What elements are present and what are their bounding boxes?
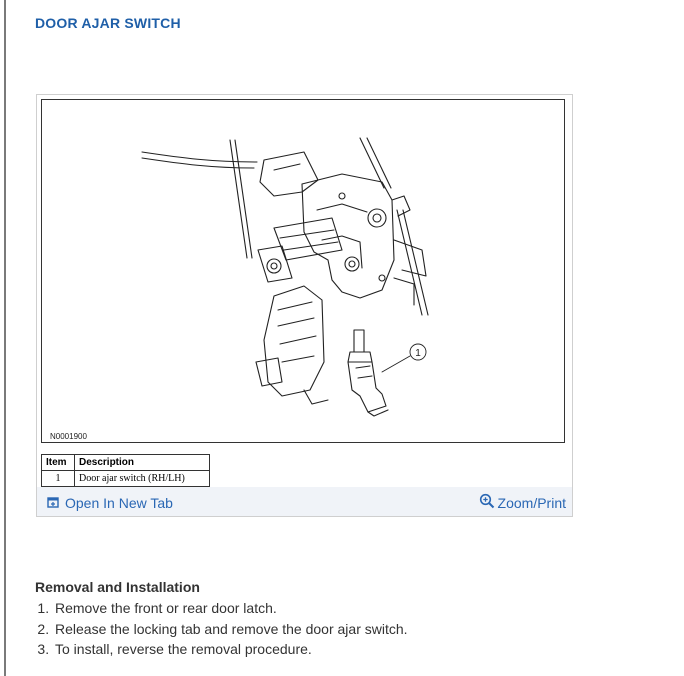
door-latch-drawing [42,100,564,442]
figure-card [36,94,573,517]
table-row [42,471,210,487]
procedure-steps [35,598,408,660]
legend-table [41,454,210,487]
page-title: DOOR AJAR SWITCH [35,15,181,31]
list-item: 2. Release the locking tab and remove the door ajar switch. [53,619,408,640]
zoom-print-label: Zoom/Print [497,494,566,511]
legend-item-number: 1 [42,471,75,487]
zoom-print-link[interactable] [479,493,566,512]
legend-header-item: Item [42,455,75,471]
figure-id: N0001900 [50,432,87,441]
figure-actions-bar [37,487,572,516]
legend-header-description: Description [75,455,210,471]
legend-item-description: Door ajar switch (RH/LH) [75,471,210,487]
left-border [4,0,6,676]
list-item: 3. To install, reverse the removal procedure. [53,639,408,660]
callout-number: 1 [415,348,421,359]
figure-illustration[interactable] [41,99,565,443]
open-in-new-tab-icon [47,495,59,511]
open-in-new-tab-label: Open In New Tab [65,495,173,511]
list-item: 1. Remove the front or rear door latch. [53,598,408,619]
procedure-heading: Removal and Installation [35,579,200,595]
zoom-magnifier-icon [479,493,495,512]
open-in-new-tab-link[interactable] [47,495,173,511]
